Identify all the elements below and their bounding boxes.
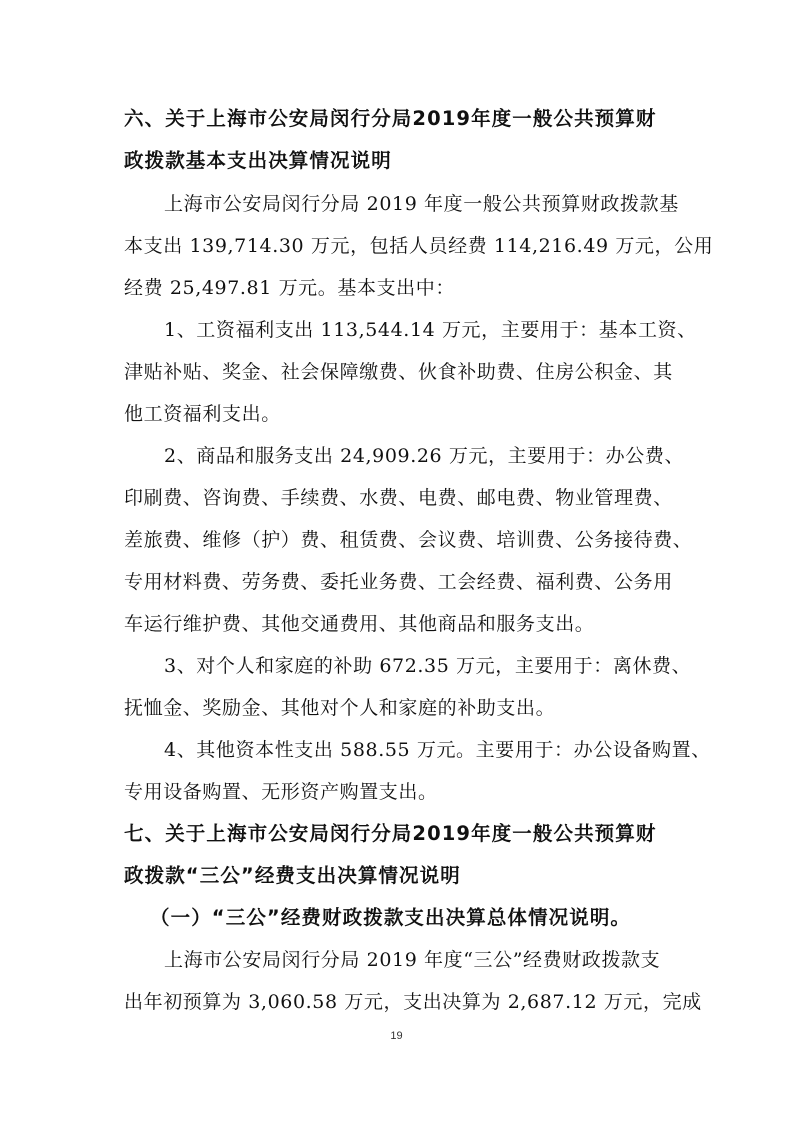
section-6-heading-line-2: 政拨款基本支出决算情况说明 (124, 149, 392, 172)
item-2-line-2: 印刷费、咨询费、手续费、水费、电费、邮电费、物业管理费、 (124, 487, 673, 509)
page-number: 19 (390, 1030, 403, 1042)
item-2-line-4: 专用材料费、劳务费、委托业务费、工会经费、福利费、公务用 (124, 571, 673, 593)
section-7-heading-line-1: 七、关于上海市公安局闵行分局2019年度一般公共预算财 (124, 822, 657, 845)
section-7-heading-line-2: 政拨款“三公”经费支出决算情况说明 (124, 864, 461, 887)
three-public-paragraph-line-2: 出年初预算为 3,060.58 万元，支出决算为 2,687.12 万元，完成 (124, 991, 702, 1013)
item-4-line-1: 4、其他资本性支出 588.55 万元。主要用于：办公设备购置、 (164, 739, 711, 761)
three-public-paragraph-line-1: 上海市公安局闵行分局 2019 年度“三公”经费财政拨款支 (164, 949, 661, 971)
subheading-overall: （一）“三公”经费财政拨款支出决算总体情况说明。 (150, 906, 632, 929)
item-3-line-1: 3、对个人和家庭的补助 672.35 万元，主要用于：离休费、 (164, 655, 692, 677)
item-2-line-5: 车运行维护费、其他交通费用、其他商品和服务支出。 (124, 613, 595, 635)
item-3-line-2: 抚恤金、奖励金、其他对个人和家庭的补助支出。 (124, 697, 556, 719)
intro-paragraph-line-3: 经费 25,497.81 万元。基本支出中： (124, 277, 455, 299)
item-2-line-1: 2、商品和服务支出 24,909.26 万元，主要用于：办公费、 (164, 445, 685, 467)
item-1-line-3: 他工资福利支出。 (124, 403, 281, 425)
intro-paragraph-line-1: 上海市公安局闵行分局 2019 年度一般公共预算财政拨款基 (164, 193, 679, 215)
intro-paragraph-line-2: 本支出 139,714.30 万元，包括人员经费 114,216.49 万元，公用 (124, 235, 714, 257)
item-1-line-2: 津贴补贴、奖金、社会保障缴费、伙食补助费、住房公积金、其 (124, 361, 673, 383)
section-6-heading-line-1: 六、关于上海市公安局闵行分局2019年度一般公共预算财 (124, 107, 657, 130)
item-4-line-2: 专用设备购置、无形资产购置支出。 (124, 781, 438, 803)
item-1-line-1: 1、工资福利支出 113,544.14 万元，主要用于：基本工资、 (164, 319, 697, 341)
item-2-line-3: 差旅费、维修（护）费、租赁费、会议费、培训费、公务接待费、 (124, 529, 693, 551)
